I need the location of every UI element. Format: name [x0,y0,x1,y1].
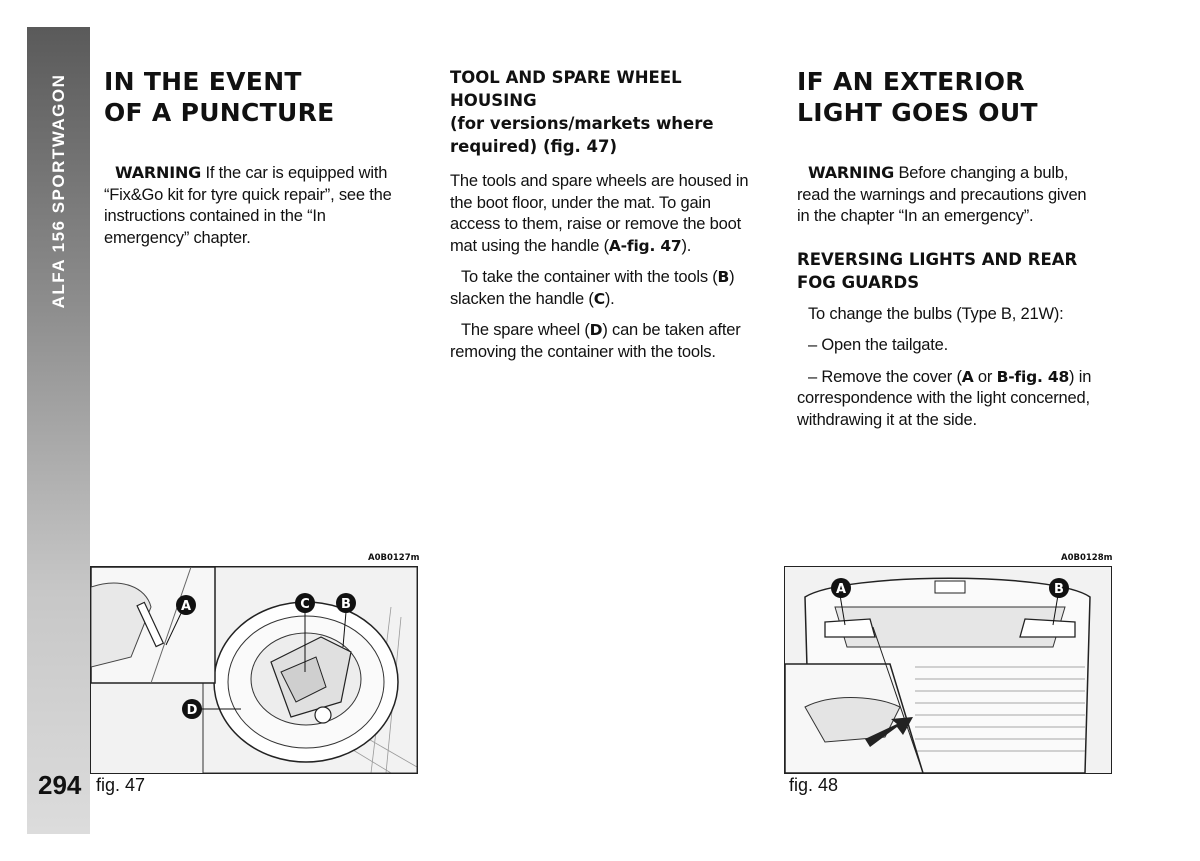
column-puncture [104,66,409,259]
text: ) can be taken after removing the container with the tools. [450,321,741,361]
callout-a-label: A [835,582,847,597]
label-reference: A [961,367,974,386]
figure-reference: A-fig. 47 [608,236,682,255]
warning-paragraph [104,162,409,249]
sidebar-title-text: ALFA 156 SPORTWAGON [48,73,68,309]
tailgate-lights-drawing [785,567,1111,773]
callout-b-label: B [341,597,351,612]
figure-reference: B-fig. 48 [996,367,1070,386]
warning-text: If the car is equipped with “Fix&Go kit for tyre quick repair”, see the instructions contained in the “In emergency” chapter. [104,164,392,247]
text: or [973,367,997,386]
heading-line: REVERSING LIGHTS AND REAR [797,249,1078,269]
paragraph-container [450,267,755,310]
heading-line: IF AN EXTERIOR [797,67,1025,96]
text: ). [681,236,692,255]
subheading-reversing-lights [797,248,1102,294]
paragraph-spare-wheel [450,320,755,363]
text: The spare wheel ( [461,321,590,339]
figure-48-illustration [784,566,1112,774]
column-tool-housing [450,66,755,373]
heading-line: (for versions/markets where [450,114,714,133]
figure-47-illustration [90,566,418,774]
heading-line: IN THE EVENT [104,67,302,96]
warning-label: WARNING [115,163,202,182]
figure-47-code: A0B0127m [368,553,420,563]
figure-48-caption: fig. 48 [789,775,839,795]
text: ) slacken the handle ( [450,268,735,308]
label-reference: B [717,268,730,286]
heading-line: TOOL AND SPARE WHEEL [450,68,682,87]
page-number: 294 [38,770,82,800]
heading-line: FOG GUARDS [797,272,920,292]
heading-tool-housing [450,66,755,158]
column-exterior-light [797,66,1102,441]
heading-line: required) (fig. 47) [450,137,618,156]
text: To take the container with the tools ( [461,268,718,286]
callout-d-label: D [186,703,198,718]
figure-48-code: A0B0128m [1061,553,1113,563]
warning-label: WARNING [808,163,895,182]
label-reference: C [593,289,605,308]
callout-a-label: A [180,599,192,614]
warning-text: Before changing a bulb, read the warnings and precautions given in the chapter “In an emergency”. [797,164,1087,225]
callout-b-label: B [1054,582,1064,597]
text: ) in correspondence with the light concerned, withdrawing it at the side. [797,367,1092,429]
heading-exterior-light [797,66,1102,128]
heading-puncture [104,66,409,128]
text: ). [604,289,615,308]
callout-c-label: C [300,597,310,612]
paragraph-tools-location [450,171,755,257]
text: The tools and spare wheels are housed in the boot floor, under the mat. To gain access to them, raise or remove the boot mat using the handle ( [450,172,749,255]
paragraph-open-tailgate: – Open the tailgate. [808,336,949,354]
sidebar-title [27,66,90,316]
heading-line: OF A PUNCTURE [104,98,335,127]
spare-wheel-housing-drawing [91,567,417,773]
text: – Remove the cover ( [808,367,962,386]
heading-line: LIGHT GOES OUT [797,98,1038,127]
heading-line: HOUSING [450,91,537,110]
figure-47-caption: fig. 47 [96,775,146,795]
label-reference: D [589,321,603,339]
warning-paragraph [797,162,1102,228]
paragraph-remove-cover [797,367,1102,432]
paragraph-bulb-type: To change the bulbs (Type B, 21W): [808,304,1064,323]
